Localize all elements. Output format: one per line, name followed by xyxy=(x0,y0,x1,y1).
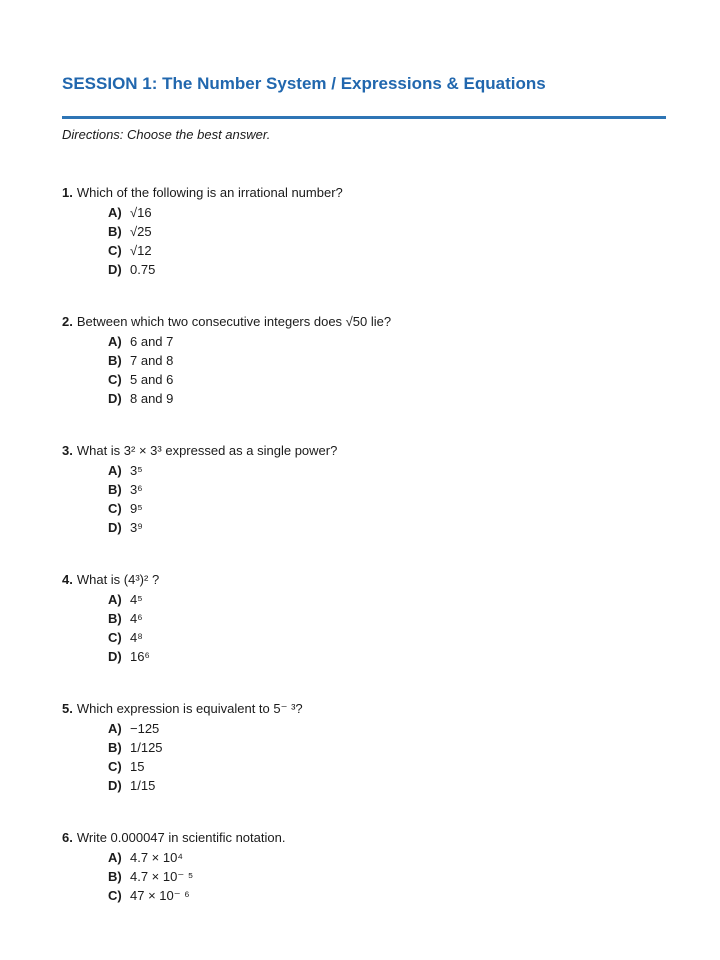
option-letter: A) xyxy=(108,463,122,478)
option-value: 1/15 xyxy=(130,778,156,793)
question-text: Which expression is equivalent to 5⁻ ³? xyxy=(76,701,303,716)
question-number: 6. xyxy=(62,830,73,845)
answer-option xyxy=(62,628,666,647)
option-letter: A) xyxy=(108,850,122,865)
option-value: 4⁸ xyxy=(130,630,143,645)
option-value: √16 xyxy=(130,205,152,220)
question-stem xyxy=(62,699,666,718)
option-letter: D) xyxy=(108,262,122,277)
answer-option xyxy=(62,351,666,370)
answer-option xyxy=(62,332,666,351)
option-letter: A) xyxy=(108,334,122,349)
question-text: Between which two consecutive integers does √50 lie? xyxy=(76,314,392,329)
question-6 xyxy=(62,828,666,905)
question-1 xyxy=(62,183,666,279)
answer-option xyxy=(62,260,666,279)
option-value: 16⁶ xyxy=(130,649,150,664)
question-number: 5. xyxy=(62,701,73,716)
option-letter: B) xyxy=(108,740,122,755)
option-letter: A) xyxy=(108,205,122,220)
answer-option xyxy=(62,518,666,537)
option-value: 15 xyxy=(130,759,145,774)
option-letter: D) xyxy=(108,391,122,406)
question-number: 2. xyxy=(62,314,73,329)
option-letter: D) xyxy=(108,649,122,664)
question-stem xyxy=(62,828,666,847)
option-letter: B) xyxy=(108,224,122,239)
answer-option xyxy=(62,647,666,666)
option-letter: D) xyxy=(108,778,122,793)
option-value: 5 and 6 xyxy=(130,372,174,387)
option-value: −125 xyxy=(130,721,160,736)
question-3 xyxy=(62,441,666,537)
option-letter: B) xyxy=(108,353,122,368)
directions-text: Directions: Choose the best answer. xyxy=(62,127,271,142)
question-text: Which of the following is an irrational number? xyxy=(76,185,343,200)
answer-option xyxy=(62,480,666,499)
question-text: Write 0.000047 in scientific notation. xyxy=(76,830,286,845)
answer-option xyxy=(62,719,666,738)
option-letter: B) xyxy=(108,869,122,884)
option-letter: C) xyxy=(108,243,122,258)
option-letter: C) xyxy=(108,888,122,903)
question-5 xyxy=(62,699,666,795)
answer-option xyxy=(62,867,666,886)
option-letter: D) xyxy=(108,520,122,535)
option-letter: A) xyxy=(108,721,122,736)
option-value: 4.7 × 10⁴ xyxy=(130,850,183,865)
answer-option xyxy=(62,886,666,905)
question-number: 1. xyxy=(62,185,73,200)
option-value: 8 and 9 xyxy=(130,391,174,406)
answer-option xyxy=(62,222,666,241)
option-value: 6 and 7 xyxy=(130,334,174,349)
option-value: 9⁵ xyxy=(130,501,143,516)
answer-option xyxy=(62,461,666,480)
answer-option xyxy=(62,738,666,757)
answer-option xyxy=(62,757,666,776)
question-text: What is 3² × 3³ expressed as a single power? xyxy=(76,443,338,458)
answer-option xyxy=(62,776,666,795)
option-letter: C) xyxy=(108,630,122,645)
answer-option xyxy=(62,499,666,518)
page-title: SESSION 1: The Number System / Expressions & Equations xyxy=(62,74,546,93)
question-stem xyxy=(62,312,666,331)
answer-option xyxy=(62,389,666,408)
option-value: 7 and 8 xyxy=(130,353,174,368)
answer-option xyxy=(62,590,666,609)
answer-option xyxy=(62,848,666,867)
option-letter: C) xyxy=(108,501,122,516)
option-value: √25 xyxy=(130,224,152,239)
option-value: 1/125 xyxy=(130,740,163,755)
option-letter: B) xyxy=(108,482,122,497)
option-value: 3⁵ xyxy=(130,463,143,478)
answer-option xyxy=(62,370,666,389)
option-value: √12 xyxy=(130,243,152,258)
option-value: 4.7 × 10⁻ ⁵ xyxy=(130,869,194,884)
question-number: 4. xyxy=(62,572,73,587)
option-value: 3⁹ xyxy=(130,520,143,535)
title-divider xyxy=(62,116,666,119)
question-2 xyxy=(62,312,666,408)
question-stem xyxy=(62,441,666,460)
question-text: What is (4³)² ? xyxy=(76,572,160,587)
option-value: 47 × 10⁻ ⁶ xyxy=(130,888,190,903)
option-letter: B) xyxy=(108,611,122,626)
option-letter: A) xyxy=(108,592,122,607)
option-letter: C) xyxy=(108,372,122,387)
option-value: 4⁶ xyxy=(130,611,143,626)
answer-option xyxy=(62,203,666,222)
question-stem xyxy=(62,570,666,589)
answer-option xyxy=(62,609,666,628)
answer-option xyxy=(62,241,666,260)
question-number: 3. xyxy=(62,443,73,458)
question-4 xyxy=(62,570,666,666)
option-value: 3⁶ xyxy=(130,482,143,497)
option-value: 0.75 xyxy=(130,262,156,277)
option-value: 4⁵ xyxy=(130,592,143,607)
option-letter: C) xyxy=(108,759,122,774)
question-list xyxy=(62,183,666,905)
question-stem xyxy=(62,183,666,202)
